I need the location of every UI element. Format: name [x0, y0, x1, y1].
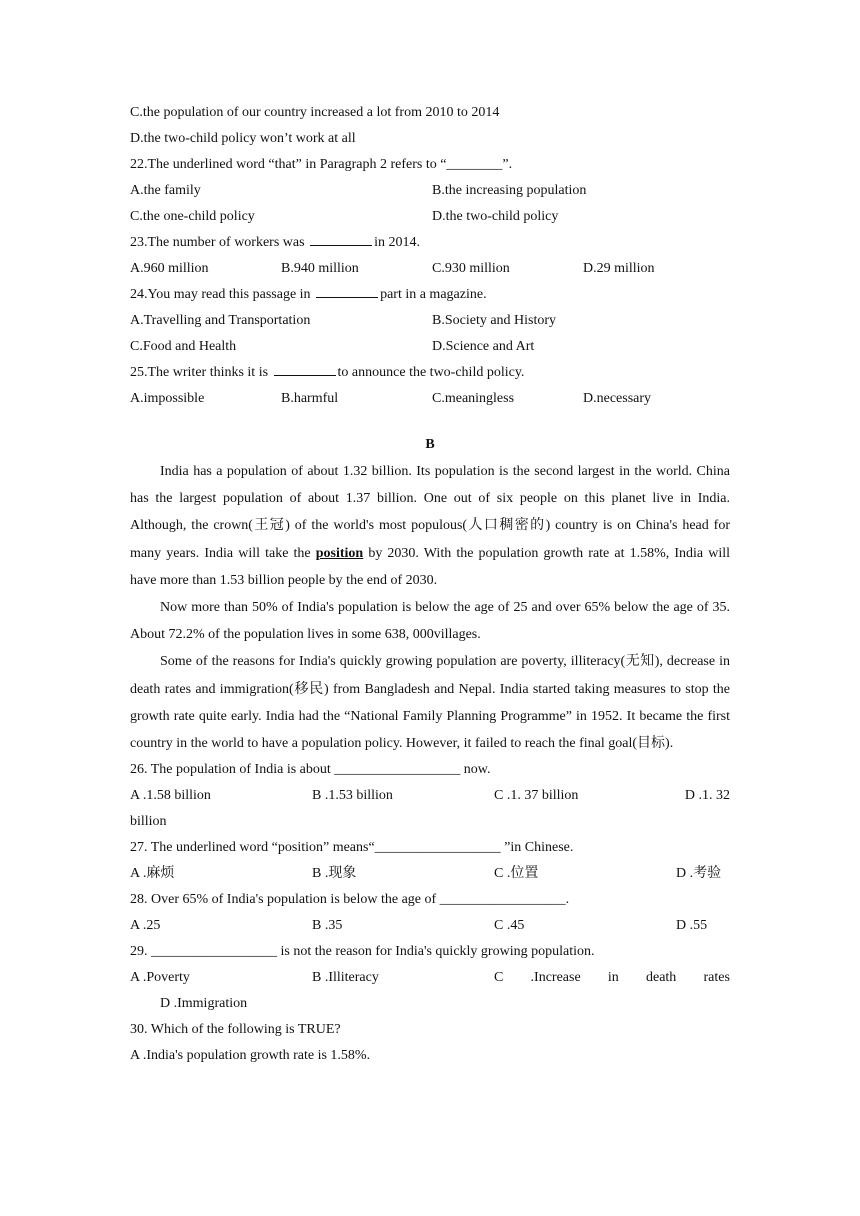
q27-option-d: D .考验	[676, 866, 722, 882]
q25-options	[130, 386, 730, 412]
q28-option-c: C .45	[494, 918, 525, 934]
q23-option-a: A.960 million	[130, 261, 209, 276]
q26-option-d: D .1. 32	[684, 788, 730, 804]
q23-stem-pre: 23.The number of workers was	[130, 235, 305, 250]
q23-options	[130, 256, 730, 282]
q28-option-a: A .25	[130, 918, 161, 934]
q24-option-a: A.Travelling and Transportation	[130, 313, 311, 328]
q30-stem: 30. Which of the following is TRUE?	[130, 1022, 341, 1038]
q24-stem	[130, 282, 730, 308]
q25-option-d: D.necessary	[583, 391, 652, 406]
q24-stem-post: part in a magazine.	[380, 287, 487, 302]
p1-text-pre: India has a population of about 1.32 billion. Its population is the second largest in the world. China has the largest population of about 1.37 billion. One out of six people on this planet live in India. Although, the crown(王冠) of the world's most populous(人口稠密的) country is on China's head for many years. India will take the	[130, 464, 730, 561]
q29-option-c-word: C	[494, 970, 504, 986]
section-gap	[130, 412, 730, 432]
q23-option-b: B.940 million	[281, 261, 359, 276]
q26-stem: 26. The population of India is about __________________ now.	[130, 762, 491, 778]
q24-stem-pre: 24.You may read this passage in	[130, 287, 311, 302]
q24-options-row2	[130, 334, 730, 360]
q28-stem: 28. Over 65% of India's population is below the age of __________________.	[130, 892, 570, 908]
q25-option-c: C.meaningless	[432, 391, 515, 406]
q24-blank	[316, 283, 378, 298]
q26-option-a: A .1.58 billion	[130, 788, 211, 804]
q22-option-b: B.the increasing population	[432, 183, 587, 198]
q22-options-row2	[130, 204, 730, 230]
q27-option-c: C .位置	[494, 866, 539, 882]
q29-option-c	[494, 965, 730, 991]
q26-option-c: C .1. 37 billion	[494, 788, 579, 804]
q24-options-row1	[130, 308, 730, 334]
q25-blank	[274, 361, 336, 376]
q22-stem: 22.The underlined word “that” in Paragraph 2 refers to “________”.	[130, 157, 513, 172]
q24-option-b: B.Society and History	[432, 313, 557, 328]
q21-option-c: C.the population of our country increased a lot from 2010 to 2014	[130, 105, 500, 120]
q25-stem-pre: 25.The writer thinks it is	[130, 365, 269, 380]
q29-option-c-word: in	[607, 970, 619, 986]
q28-option-b: B .35	[312, 918, 343, 934]
q24-option-d: D.Science and Art	[432, 339, 535, 354]
q23-option-d: D.29 million	[583, 261, 655, 276]
q22-options-row1	[130, 178, 730, 204]
q27-option-a: A .麻烦	[130, 866, 175, 882]
q24-option-c: C.Food and Health	[130, 339, 237, 354]
q27-option-b: B .现象	[312, 866, 357, 882]
q29-option-b: B .Illiteracy	[312, 970, 379, 986]
q29-option-c-word: .Increase	[530, 970, 581, 986]
q22-option-c: C.the one-child policy	[130, 209, 255, 224]
q22-option-d: D.the two-child policy	[432, 209, 559, 224]
document-page	[130, 100, 730, 1069]
passage-paragraph-3: Some of the reasons for India's quickly growing population are poverty, illiteracy(无知), decrease in death rates and immigration(移民) from Bangladesh and Nepal. India started taking measures to stop the growth rate quite early. India had the “National Family Planning Programme” in 1952. It became the first country in the world to have a population policy. However, it failed to reach the final goal(目标).	[130, 654, 730, 752]
q30-option-a: A .India's population growth rate is 1.58%.	[130, 1048, 371, 1064]
q27-options	[130, 861, 730, 887]
q28-options	[130, 913, 730, 939]
q29-option-c-word: death	[645, 970, 677, 986]
q25-option-b: B.harmful	[281, 391, 339, 406]
q23-option-c: C.930 million	[432, 261, 510, 276]
q23-stem	[130, 230, 730, 256]
p1-text-post: by 2030. With the population growth rate at 1.58%, India will have more than 1.53 billion people by the end of 2030.	[130, 545, 730, 588]
q25-stem	[130, 360, 730, 386]
q29-options	[130, 965, 730, 991]
q29-option-c-word: rates	[703, 970, 730, 986]
q26-option-d-continued: billion	[130, 814, 167, 830]
q29-stem: 29. __________________ is not the reason for India's quickly growing population.	[130, 944, 595, 960]
q23-blank	[310, 231, 372, 246]
q25-stem-post: to announce the two-child policy.	[337, 365, 525, 380]
q27-stem: 27. The underlined word “position” means“__________________ ”in Chinese.	[130, 840, 574, 856]
q22-option-a: A.the family	[130, 183, 201, 198]
section-b-heading: B	[425, 437, 435, 452]
q28-option-d: D .55	[676, 918, 708, 934]
q29-option-a: A .Poverty	[130, 970, 190, 986]
passage-paragraph-2: Now more than 50% of India's population is below the age of 25 and over 65% below the age of 35. About 72.2% of the population lives in some 638, 000villages.	[130, 600, 730, 643]
passage-paragraph-1	[130, 458, 730, 594]
q23-stem-post: in 2014.	[374, 235, 420, 250]
q25-option-a: A.impossible	[130, 391, 205, 406]
q26-options	[130, 783, 730, 809]
q26-option-b: B .1.53 billion	[312, 788, 393, 804]
underlined-word-position: position	[315, 545, 364, 561]
q29-option-d: D .Immigration	[160, 996, 248, 1012]
q21-option-d: D.the two-child policy won’t work at all	[130, 131, 356, 146]
